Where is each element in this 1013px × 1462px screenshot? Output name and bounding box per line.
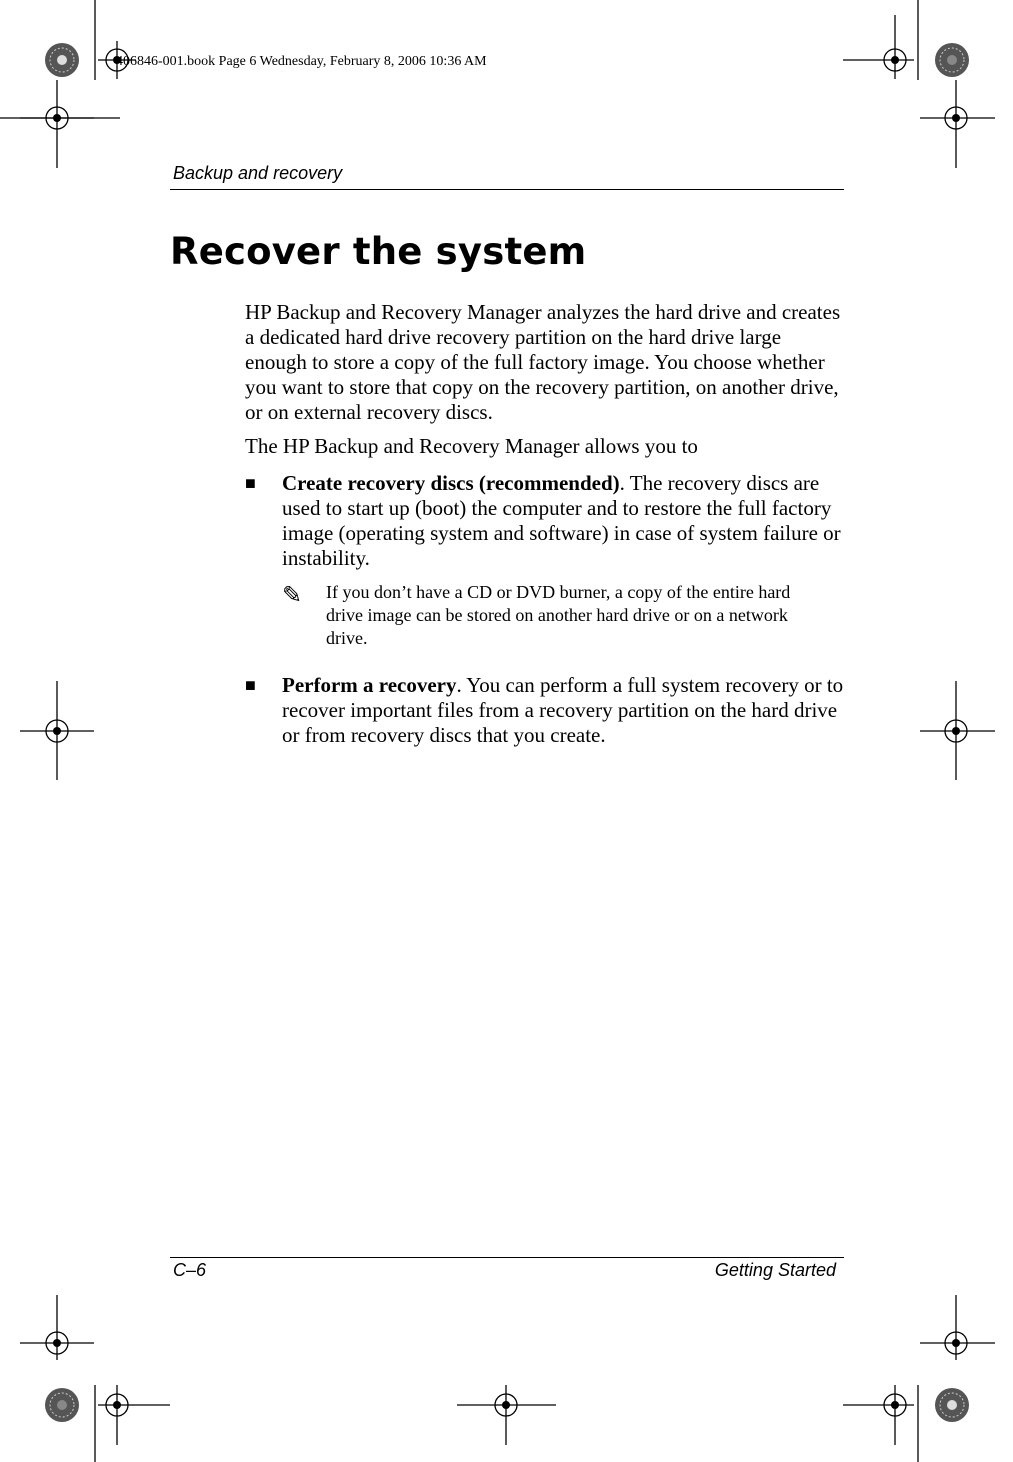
bullet-heading: Perform a recovery: [282, 673, 457, 697]
page-number: C–6: [173, 1260, 207, 1280]
pencil-note-icon: ✎: [282, 583, 303, 609]
intro-paragraph: HP Backup and Recovery Manager analyzes the hard drive and creates a dedicated hard drive recovery partition on the hard drive large enough to store a copy of the full factory image. You choose whether you want to store that copy on the recovery partition, on another drive, or on external recovery discs.: [245, 300, 841, 424]
star-target-icon: [935, 1388, 969, 1422]
book-title: Getting Started: [714, 1260, 836, 1280]
crosshair-icon: [20, 80, 94, 168]
page-title: Recover the system: [170, 230, 587, 273]
crosshair-icon: [843, 15, 914, 79]
bullet-item: [282, 471, 844, 571]
print-slug: 406846-001.book Page 6 Wednesday, February 8, 2006 10:36 AM: [116, 54, 487, 69]
lead-in-paragraph: The HP Backup and Recovery Manager allows you to: [245, 434, 698, 458]
header-rule: [170, 189, 844, 190]
bullet-item: [282, 673, 844, 748]
crosshair-icon: [920, 80, 995, 168]
crosshair-icon: [20, 1295, 94, 1360]
bullet-body: . The recovery discs are used to start up (boot) the computer and to restore the full factory image (operating system and software) in case of system failure or instability.: [282, 471, 841, 570]
running-header: Backup and recovery: [173, 163, 343, 183]
star-target-icon: [935, 43, 969, 77]
bullet-marker: ■: [245, 675, 256, 695]
bullet-heading: Create recovery discs (recommended): [282, 471, 620, 495]
star-target-icon: [45, 43, 79, 77]
star-target-icon: [45, 1388, 79, 1422]
bullet-marker: ■: [245, 473, 256, 493]
footer-rule: [170, 1257, 844, 1258]
crosshair-icon: [98, 1385, 170, 1445]
crosshair-icon: [843, 1385, 914, 1445]
crosshair-icon: [457, 1385, 556, 1445]
bullet-body: . You can perform a full system recovery or to recover important files from a recovery partition on the hard drive or from recovery discs that you create.: [282, 673, 844, 747]
note-text: If you don’t have a CD or DVD burner, a copy of the entire hard drive image can be stored on another hard drive or on a network drive.: [326, 582, 791, 648]
crosshair-icon: [920, 1295, 995, 1360]
